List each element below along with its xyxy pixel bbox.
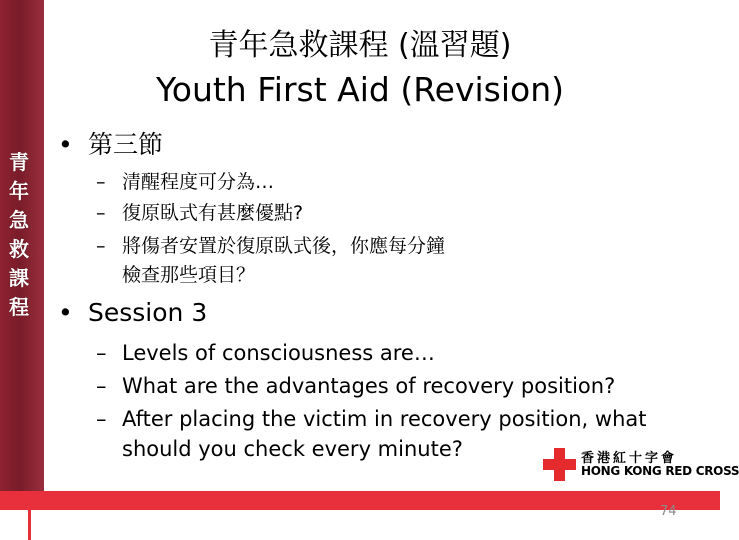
- sidebar-title: [0, 148, 38, 322]
- question-item: [96, 338, 435, 368]
- slide-title-chinese: 青年急救課程 (溫習題): [208, 28, 512, 63]
- dash-icon: –: [96, 407, 107, 431]
- sidebar-title-char: 青: [9, 150, 29, 174]
- question-text: 將傷者安置於復原臥式後，你應每分鐘: [122, 235, 446, 257]
- logo-english-name: HONG KONG RED CROSS: [581, 464, 739, 478]
- sidebar-title-char: 課: [9, 266, 29, 290]
- question-text: should you check every minute?: [122, 437, 463, 461]
- red-cross-logo: [543, 445, 739, 481]
- dash-icon: –: [96, 202, 106, 224]
- section-heading-chinese: [58, 128, 164, 162]
- section-heading-text: 第三節: [88, 130, 164, 159]
- question-item: [96, 169, 275, 195]
- question-item-continuation: [122, 434, 463, 464]
- footer-red-bar: [0, 491, 720, 510]
- question-item-continuation: [122, 262, 255, 288]
- dash-icon: –: [96, 235, 106, 257]
- question-item: [96, 404, 647, 434]
- sidebar-title-char: 程: [9, 295, 29, 319]
- question-text: Levels of consciousness are…: [122, 341, 435, 365]
- dash-icon: –: [96, 374, 107, 398]
- question-item: [96, 233, 446, 259]
- slide-title-english: Youth First Aid (Revision): [155, 70, 564, 109]
- question-text: What are the advantages of recovery position?: [122, 374, 616, 398]
- question-text: After placing the victim in recovery position, what: [122, 407, 647, 431]
- section-heading-english: [58, 296, 208, 330]
- question-text: 清醒程度可分為…: [122, 171, 275, 193]
- question-item: [96, 200, 304, 226]
- section-heading-text: Session 3: [88, 298, 208, 327]
- sidebar-title-char: 年: [9, 179, 29, 203]
- question-text: 檢查那些項目？: [122, 264, 256, 286]
- dash-icon: –: [96, 341, 107, 365]
- question-text: 復原臥式有甚麼優點?: [122, 202, 304, 224]
- sidebar-title-char: 急: [9, 208, 29, 232]
- footer-left-line: [28, 510, 31, 540]
- question-item: [96, 371, 616, 401]
- red-cross-icon: [543, 448, 576, 481]
- bullet-icon: •: [58, 298, 73, 327]
- logo-chinese-name: 香港紅十字會: [581, 451, 678, 466]
- sidebar-title-char: 救: [9, 237, 29, 261]
- dash-icon: –: [96, 171, 106, 193]
- page-number: 74: [660, 504, 677, 519]
- bullet-icon: •: [58, 130, 73, 159]
